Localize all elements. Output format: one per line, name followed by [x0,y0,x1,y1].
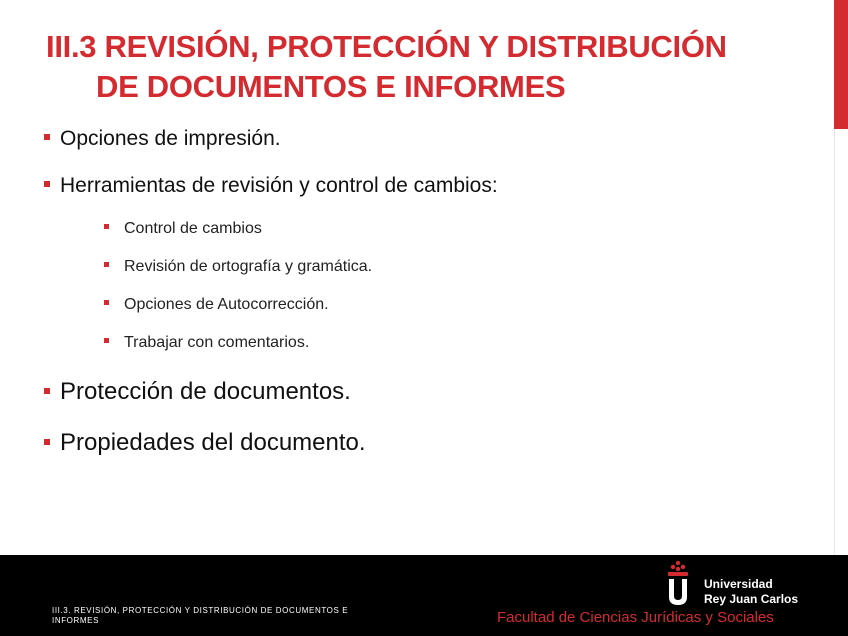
university-logo-icon [663,559,693,607]
bullet-item [44,378,804,406]
bullet-square-icon [104,262,109,267]
bullet-text: Herramientas de revisión y control de cambios: [60,174,498,197]
bullet-text: Propiedades del documento. [60,429,366,456]
footer-section-title: III.3. REVISIÓN, PROTECCIÓN Y DISTRIBUCIÓN DE DOCUMENTOS E INFORMES [52,606,349,625]
footer-bar [0,555,848,636]
bullet-square-icon [44,388,50,394]
sub-bullet-text: Revisión de ortografía y gramática. [124,258,373,275]
bullet-square-icon [104,300,109,305]
university-name-line-1: Universidad [704,577,773,591]
sub-bullet-item [104,334,804,352]
right-divider [834,129,835,555]
university-name [704,577,798,607]
slide-content [44,124,804,457]
bullet-square-icon [44,181,50,187]
bullet-text: Opciones de impresión. [60,127,281,150]
sub-bullet-text: Control de cambios [124,220,262,237]
sub-bullet-text: Opciones de Autocorrección. [124,296,329,313]
sub-bullet-item [104,258,804,276]
title-line-1: III.3 REVISIÓN, PROTECCIÓN Y DISTRIBUCIÓN [46,29,727,64]
bullet-item [44,174,804,198]
bullet-item [44,429,804,457]
slide-title [46,27,816,107]
sub-bullet-item [104,296,804,314]
bullet-square-icon [104,338,109,343]
bullet-square-icon [44,134,50,140]
faculty-name: Facultad de Ciencias Jurídicas y Sociales [497,609,774,626]
bullet-square-icon [104,224,109,229]
university-name-line-2: Rey Juan Carlos [704,592,799,606]
bullet-square-icon [44,439,50,445]
sub-bullet-item [104,220,804,238]
bullet-item [44,127,804,153]
sub-bullet-text: Trabajar con comentarios. [124,334,310,351]
accent-bar [834,0,848,129]
title-line-2: DE DOCUMENTOS E INFORMES [96,69,566,104]
bullet-text: Protección de documentos. [60,378,351,405]
